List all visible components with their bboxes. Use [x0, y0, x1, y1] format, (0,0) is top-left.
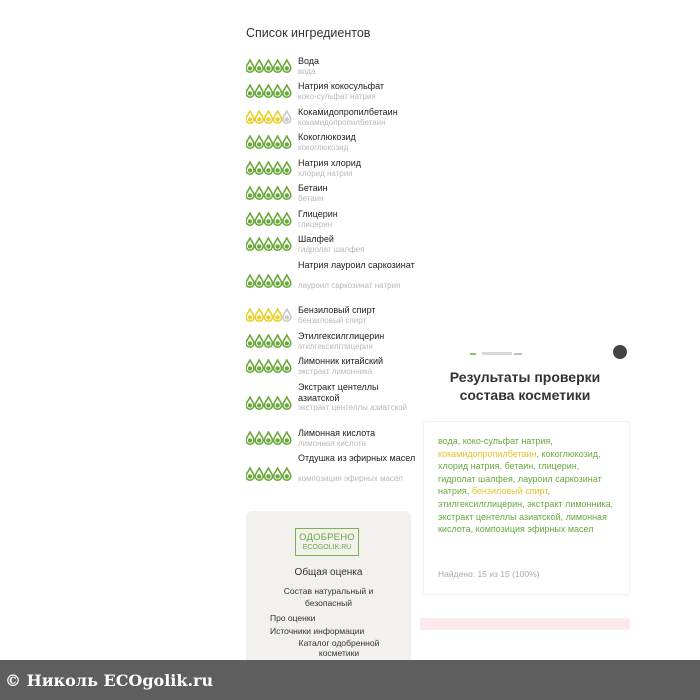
result-ingredient: хлорид натрия: [438, 461, 500, 472]
drop-fill: [266, 117, 270, 121]
ingredient-synonym: кокамидопропилбетаин: [298, 117, 386, 127]
rating-description: Состав натуральный и безопасный: [283, 586, 374, 608]
ingredient-name: Глицерин: [298, 209, 338, 219]
ingredient-name: Экстракт центеллы азиатской: [298, 382, 379, 403]
drop-fill: [275, 117, 279, 121]
rating-drops-icon: [246, 431, 292, 445]
cropped-logo-icon: [470, 345, 630, 359]
drop-fill: [248, 281, 252, 285]
rating-drops-icon: [246, 334, 292, 348]
drop-fill: [285, 219, 289, 223]
ingredient-synonym: экстракт центеллы азиатской: [298, 403, 407, 412]
drop-fill: [285, 403, 289, 407]
drop-fill: [257, 341, 261, 345]
drop-fill: [248, 117, 252, 121]
drop-fill: [275, 366, 279, 370]
ingredient-synonym: бетаин: [298, 193, 324, 203]
drop-fill: [285, 193, 289, 197]
result-ingredient: лауроил саркозинат натрия: [438, 473, 602, 497]
rating-drops-icon: [246, 59, 292, 73]
drop-fill: [248, 66, 252, 70]
ingredients-list-title: Список ингредиентов: [246, 26, 371, 40]
ingredient-name: Кокоглюкозид: [298, 132, 356, 142]
rating-title: Общая оценка: [294, 567, 363, 578]
result-ingredient: кокоглюкозид: [541, 448, 599, 459]
drop-fill: [266, 366, 270, 370]
rating-drops-icon: [246, 467, 292, 481]
drop-fill: [266, 142, 270, 146]
result-ingredient: кокамидопропилбетаин: [438, 448, 537, 459]
ingredient-name: Шалфей: [298, 234, 334, 244]
result-title: Результаты проверки состава косметики: [449, 369, 601, 403]
rating-drops-icon: [246, 110, 292, 124]
about-ratings-link[interactable]: Про оценки: [270, 613, 316, 623]
drop-fill: [266, 168, 270, 172]
drop-fill: [275, 142, 279, 146]
drop-fill: [275, 168, 279, 172]
drop-fill: [285, 341, 289, 345]
ingredient-name: Кокамидопропилбетаин: [298, 107, 398, 117]
drop-fill: [275, 219, 279, 223]
ingredient-name: Этилгексилглицерин: [298, 331, 385, 341]
approved-catalog-link[interactable]: Каталог одобренной косметики: [298, 638, 380, 658]
ingredient-synonym: кокоглюкозид: [298, 142, 349, 152]
ingredient-name: Отдушка из эфирных масел: [298, 453, 416, 463]
drop-fill: [275, 474, 279, 478]
drop-fill: [285, 66, 289, 70]
result-ingredient: глицерин: [538, 461, 577, 472]
drop-fill: [285, 91, 289, 95]
ingredient-synonym: лимонная кислота: [298, 438, 366, 448]
ingredient-synonym: лауроил саркозинат натрия: [298, 281, 401, 290]
ingredient-name: Вода: [298, 56, 320, 66]
rating-drops-icon: [246, 274, 292, 288]
ingredient-synonym: экстракт лимонника: [298, 366, 373, 376]
ingredient-name: Бетаин: [298, 183, 328, 193]
rating-drops-icon: [246, 396, 292, 410]
rating-drops-icon: [246, 237, 292, 251]
watermark-bar: [0, 660, 700, 700]
drop-fill: [285, 142, 289, 146]
rating-drops-icon: [246, 135, 292, 149]
drop-fill: [248, 142, 252, 146]
badge-site: ECOGOLIK.RU: [302, 544, 352, 551]
ingredient-name: Лимонник китайский: [298, 356, 384, 366]
rating-card: [246, 511, 411, 676]
ingredient-synonym: хлорид натрия: [298, 168, 353, 178]
ingredient-synonym: коко-сульфат натрия: [298, 91, 376, 101]
rating-drops-icon: [246, 186, 292, 200]
drop-fill: [257, 315, 261, 319]
drop-fill: [257, 117, 261, 121]
drop-fill: [266, 403, 270, 407]
drop-fill: [248, 366, 252, 370]
ingredient-synonym: бензиловый спирт: [298, 315, 367, 325]
drop-fill: [257, 142, 261, 146]
ingredient-name: Натрия кокосульфат: [298, 81, 385, 91]
drop-fill: [266, 438, 270, 442]
drop-fill: [266, 341, 270, 345]
drop-fill: [257, 281, 261, 285]
drop-fill: [248, 193, 252, 197]
found-count: Найдено: 15 из 15 (100%): [438, 569, 540, 579]
drop-fill: [275, 315, 279, 319]
drop-fill: [266, 193, 270, 197]
drop-fill: [248, 219, 252, 223]
drop-fill: [285, 366, 289, 370]
drop-fill: [257, 168, 261, 172]
drop-fill: [275, 403, 279, 407]
result-ingredient: бетаин: [504, 461, 534, 472]
drop-fill: [275, 193, 279, 197]
drop-fill: [266, 281, 270, 285]
result-ingredient: вода: [438, 436, 458, 446]
drop-fill: [275, 341, 279, 345]
drop-fill: [275, 244, 279, 248]
drop-fill: [275, 281, 279, 285]
drop-fill: [266, 244, 270, 248]
drop-fill: [257, 91, 261, 95]
ingredient-name: Бензиловый спирт: [298, 305, 376, 315]
result-ingredient: экстракт центеллы азиатской: [438, 511, 561, 522]
ingredient-name: Натрия хлорид: [298, 158, 361, 168]
badge-label: ОДОБРЕНО: [299, 532, 355, 543]
result-ingredient: коко-сульфат натрия: [462, 436, 551, 446]
rating-drops-icon: [246, 84, 292, 98]
drop-fill: [248, 403, 252, 407]
drop-fill: [285, 315, 289, 319]
drop-fill: [275, 66, 279, 70]
drop-fill: [257, 438, 261, 442]
rating-drops-icon: [246, 212, 292, 226]
result-ingredient: лимонная кислота: [438, 511, 607, 535]
ingredient-synonym: глицерин: [298, 219, 333, 229]
drop-fill: [285, 168, 289, 172]
ingredient-synonym: вода: [298, 66, 316, 76]
ingredient-synonym: композиция эфирных масел: [298, 474, 403, 483]
drop-fill: [285, 474, 289, 478]
result-box: [423, 421, 630, 595]
drop-fill: [266, 91, 270, 95]
drop-fill: [257, 403, 261, 407]
drop-fill: [257, 219, 261, 223]
ingredient-synonym: гидролат шалфея: [298, 244, 365, 254]
rating-drops-icon: [246, 161, 292, 175]
ingredient-name: Натрия лауроил саркозинат: [298, 260, 415, 270]
drop-fill: [257, 66, 261, 70]
sources-link[interactable]: Источники информации: [270, 626, 365, 636]
pink-divider: [420, 618, 630, 630]
drop-fill: [285, 117, 289, 121]
result-ingredient: этилгексилглицерин: [438, 498, 523, 509]
drop-fill: [285, 438, 289, 442]
drop-fill: [275, 438, 279, 442]
rating-drops-icon: [246, 308, 292, 322]
drop-fill: [285, 244, 289, 248]
drop-fill: [257, 244, 261, 248]
ingredient-synonym: этилгексилглицерин: [298, 341, 373, 351]
approved-badge: [295, 528, 359, 556]
result-ingredient: композиция эфирных масел: [475, 524, 594, 535]
drop-fill: [248, 341, 252, 345]
drop-fill: [248, 244, 252, 248]
drop-fill: [266, 474, 270, 478]
drop-fill: [266, 315, 270, 319]
result-ingredients-text: вода, коко-сульфат натрия, кокамидопропилбетаин, кокоглюкозид, хлорид натрия, бетаин, глицерин, гидролат шалфея, лауроил саркозинат натрия, бензиловый спирт, этилгексилглицерин, экстракт лимонника, экстракт центеллы азиатской, лимонная кислота, композиция эфирных масел: [438, 436, 614, 535]
drop-fill: [257, 366, 261, 370]
drop-fill: [248, 168, 252, 172]
result-ingredient: экстракт лимонника: [527, 498, 611, 509]
result-ingredient: бензиловый спирт: [471, 486, 548, 497]
drop-fill: [257, 193, 261, 197]
drop-fill: [275, 91, 279, 95]
drop-fill: [266, 219, 270, 223]
drop-fill: [257, 474, 261, 478]
drop-fill: [248, 474, 252, 478]
rating-drops-icon: [246, 359, 292, 373]
drop-fill: [248, 91, 252, 95]
drop-fill: [285, 281, 289, 285]
drop-fill: [248, 438, 252, 442]
ingredient-name: Лимонная кислота: [298, 428, 376, 438]
drop-fill: [248, 315, 252, 319]
result-ingredient: гидролат шалфея: [438, 473, 513, 484]
drop-fill: [266, 66, 270, 70]
watermark-text: © Николь ECOgolik.ru: [5, 671, 214, 690]
